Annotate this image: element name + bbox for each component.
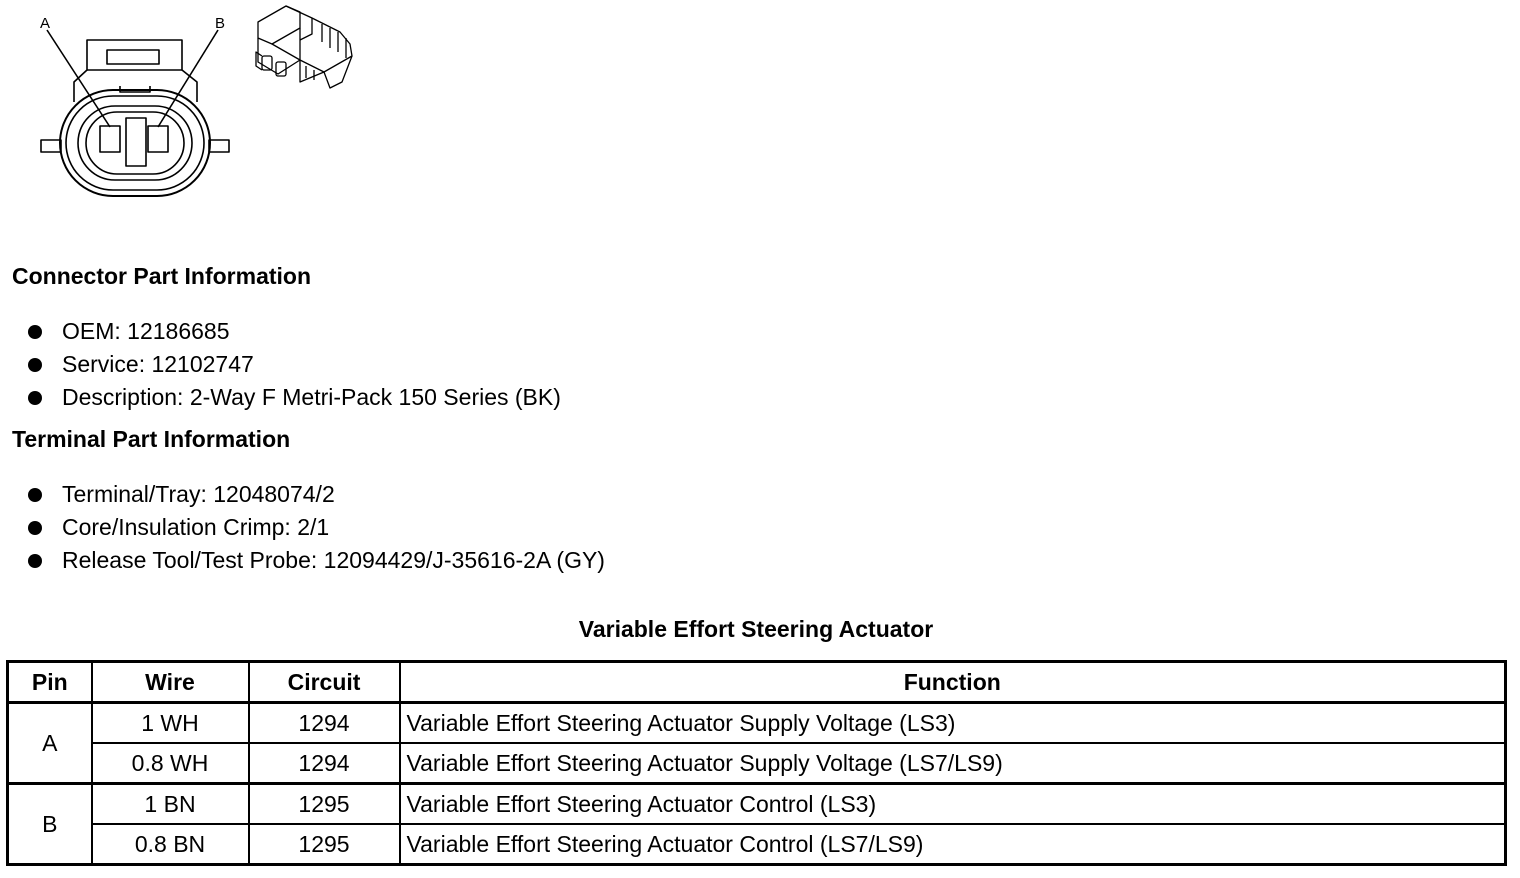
- terminal-part-info-heading: Terminal Part Information: [12, 426, 291, 452]
- function-cell: Variable Effort Steering Actuator Supply Voltage (LS3): [400, 703, 1506, 744]
- table-header-row: [8, 662, 1506, 703]
- table-row: [8, 743, 1506, 784]
- connector-part-info-heading: Connector Part Information: [12, 263, 312, 289]
- circuit-cell: 1295: [249, 784, 400, 825]
- pin-cell: B: [8, 784, 92, 865]
- bullet-icon: [28, 325, 42, 339]
- table-row: [8, 703, 1506, 744]
- function-cell: Variable Effort Steering Actuator Control (LS7/LS9): [400, 824, 1506, 865]
- pin-cell: A: [8, 703, 92, 784]
- bullet-icon: [28, 521, 42, 535]
- connector-3d-icon: [256, 6, 352, 88]
- bullet-icon: [28, 488, 42, 502]
- wire-cell: 1 WH: [92, 703, 249, 744]
- circuit-cell: 1295: [249, 824, 400, 865]
- pin-label-b: B: [215, 15, 226, 32]
- table-row: [8, 824, 1506, 865]
- header-circuit: Circuit: [249, 662, 400, 703]
- list-item: Description: 2-Way F Metri-Pack 150 Series (BK): [26, 383, 561, 416]
- header-wire: Wire: [92, 662, 249, 703]
- list-item: Release Tool/Test Probe: 12094429/J-35616-2A (GY): [26, 546, 605, 579]
- circuit-cell: 1294: [249, 703, 400, 744]
- function-cell: Variable Effort Steering Actuator Control (LS3): [400, 784, 1506, 825]
- list-item: OEM: 12186685: [26, 317, 561, 350]
- connector-part-info-list: [26, 317, 561, 416]
- table-title: Variable Effort Steering Actuator: [578, 616, 934, 642]
- list-item: Service: 12102747: [26, 350, 561, 383]
- wire-cell: 1 BN: [92, 784, 249, 825]
- table-row: [8, 784, 1506, 825]
- connector-diagram: [0, 0, 380, 220]
- pinout-table: [6, 660, 1507, 866]
- bullet-icon: [28, 391, 42, 405]
- header-pin: Pin: [8, 662, 92, 703]
- wire-cell: 0.8 BN: [92, 824, 249, 865]
- header-function: Function: [400, 662, 1506, 703]
- bullet-icon: [28, 554, 42, 568]
- bullet-icon: [28, 358, 42, 372]
- pin-label-a: A: [40, 15, 51, 32]
- terminal-part-info-list: [26, 480, 605, 579]
- circuit-cell: 1294: [249, 743, 400, 784]
- wire-cell: 0.8 WH: [92, 743, 249, 784]
- list-item: Terminal/Tray: 12048074/2: [26, 480, 605, 513]
- list-item: Core/Insulation Crimp: 2/1: [26, 513, 605, 546]
- function-cell: Variable Effort Steering Actuator Supply Voltage (LS7/LS9): [400, 743, 1506, 784]
